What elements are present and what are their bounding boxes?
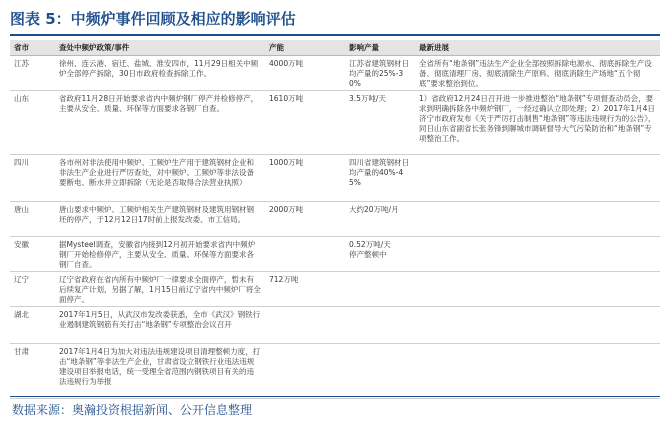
table-row [10, 272, 660, 307]
table-row [10, 344, 660, 399]
event-cell: 2017年1月5日，从武汉市发改委获悉，全市《武汉》钢铁行业遏制建筑钢筋有关打击“地条钢”专项整治会议召开 [55, 307, 265, 344]
table-row [10, 202, 660, 237]
event-cell: 辽宁省政府在省内所有中频炉厂一律要求全面停产，暂未有后续复产计划，另据了解，1月15日前辽宁省内中频炉厂将全面停产。 [55, 272, 265, 307]
progress-cell: 全省所有“地条钢”违法生产企业全部按照拆除电源水、彻底拆除生产设备、彻底清理厂房、彻底清除生产原料、彻底消除生产场地“五个彻底”要求整治到位。 [415, 56, 660, 91]
header-progress: 最新进展 [415, 40, 660, 56]
capacity-cell: 1000万吨 [265, 155, 345, 202]
impact-cell: 大约20万吨/月 [345, 202, 415, 237]
source-note: 数据来源：奥瀚投资根据新闻、公开信息整理 [12, 403, 253, 417]
event-cell: 徐州、连云港、宿迁、盐城、淮安四市，11月29日相关中频炉全部停产拆除，30日市政府检查拆除工作。 [55, 56, 265, 91]
progress-cell [415, 307, 660, 344]
capacity-cell: 712万吨 [265, 272, 345, 307]
header-event: 查处中频炉政策/事件 [55, 40, 265, 56]
progress-cell [415, 202, 660, 237]
province-cell: 安徽 [10, 237, 55, 272]
table-header-row [10, 40, 660, 56]
progress-cell: 1）省政府12月24日召开进一步推进整治“地条钢”专项督查动员会，要求到明确拆除各中频炉钢厂，一经过确认立即处理；2）2017年1月4日济宁市政府发布《关于严厉打击制售“地条钢”等违法违规行为的公告》，同日山东省副省长张务锋到聊城市调研督导大气污染防治和“地条钢”专项整治工作。 [415, 91, 660, 155]
progress-cell [415, 155, 660, 202]
table-row [10, 56, 660, 91]
footer-divider [10, 396, 660, 397]
province-cell: 湖北 [10, 307, 55, 344]
header-capacity: 产能 [265, 40, 345, 56]
impact-cell: 3.5万吨/天 [345, 91, 415, 155]
capacity-cell [265, 237, 345, 272]
province-cell: 甘肃 [10, 344, 55, 399]
impact-cell [345, 307, 415, 344]
event-cell: 各市州对非法使用中频炉、工频炉生产用于建筑钢材企业和非法生产企业进行严厉查处，对中频炉、工频炉等非法设备要断电、断水并立即拆除（无论是否取得合法营业执照） [55, 155, 265, 202]
capacity-cell [265, 307, 345, 344]
event-cell: 2017年1月4日为加大对违法违规建设项目清理整顿力度，打击“地条钢”等非法生产企业，甘肃省设立钢铁行业违法违规建设项目举报电话，统一受理全省范围内钢铁项目有关的违法违规行为举报 [55, 344, 265, 399]
event-table [10, 40, 660, 399]
table-row [10, 91, 660, 155]
table-row [10, 155, 660, 202]
province-cell: 江苏 [10, 56, 55, 91]
province-cell: 唐山 [10, 202, 55, 237]
figure-title: 图表 5：中频炉事件回顾及相应的影响评估 [10, 10, 296, 28]
province-cell: 辽宁 [10, 272, 55, 307]
province-cell: 四川 [10, 155, 55, 202]
impact-cell: 江苏省建筑钢材日均产量的25%-30% [345, 56, 415, 91]
capacity-cell: 4000万吨 [265, 56, 345, 91]
impact-cell: 0.52万吨/天 停产整顿中 [345, 237, 415, 272]
event-cell: 省政府11月28日开始要求省内中频炉钢厂停产并检修停产，主要从安全、质量、环保等方面要求各钢厂自查。 [55, 91, 265, 155]
progress-cell [415, 272, 660, 307]
impact-cell: 四川省建筑钢材日均产量的40%-45% [345, 155, 415, 202]
header-province: 省市 [10, 40, 55, 56]
progress-cell [415, 237, 660, 272]
event-cell: 唐山要求中频炉、工频炉相关生产建筑钢材及建筑用钢材钢坯的停产，于12月12日17时前上报发改委、市工信局。 [55, 202, 265, 237]
title-divider [10, 34, 660, 36]
capacity-cell [265, 344, 345, 399]
progress-cell [415, 344, 660, 399]
table-row [10, 307, 660, 344]
province-cell: 山东 [10, 91, 55, 155]
impact-cell [345, 272, 415, 307]
event-cell: 据Mysteel调查，安徽省内接到12月初开始要求省内中频炉钢厂开始检修停产，主要从安全、质量、环保等方面要求各钢厂自查。 [55, 237, 265, 272]
header-impact: 影响产量 [345, 40, 415, 56]
table-row [10, 237, 660, 272]
impact-cell [345, 344, 415, 399]
capacity-cell: 1610万吨 [265, 91, 345, 155]
capacity-cell: 2000万吨 [265, 202, 345, 237]
